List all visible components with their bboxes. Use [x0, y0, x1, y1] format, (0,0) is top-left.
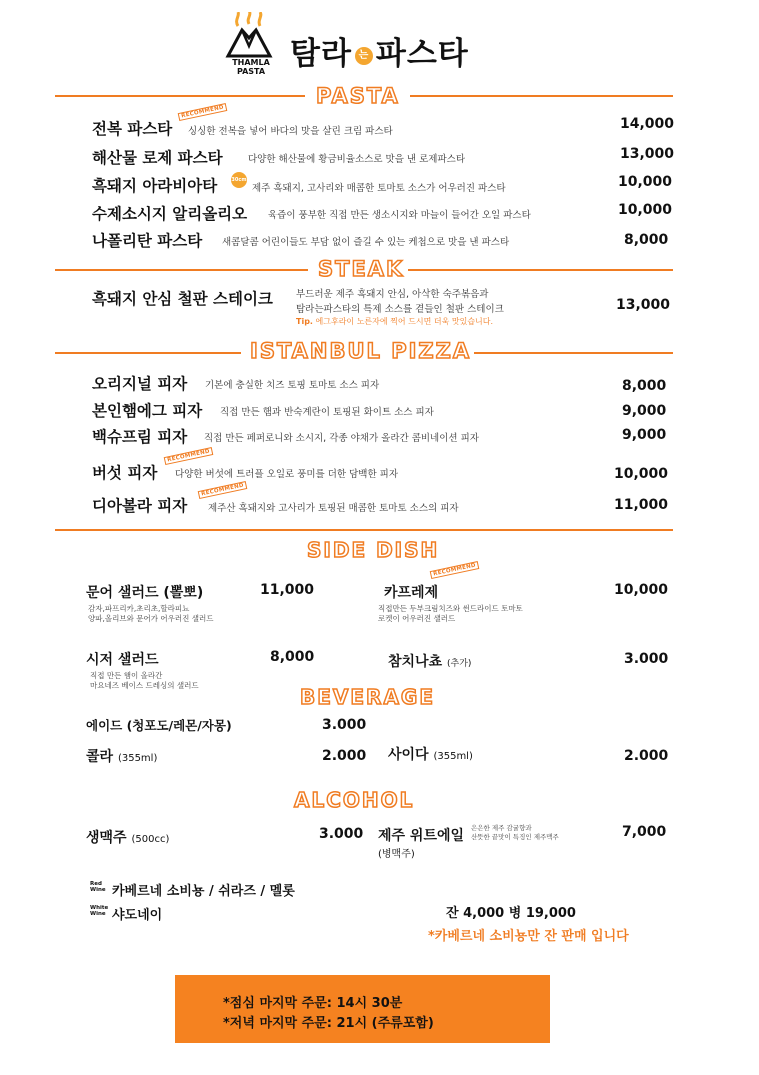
tip-text: 에그후라이 노른자에 찍어 드시면 더욱 맛있습니다. — [315, 317, 494, 326]
brand-title — [290, 28, 469, 73]
item-size: (355ml) — [117, 753, 158, 764]
menu-item-price: 9,000 — [622, 403, 667, 419]
menu-item-desc: 다양한 버섯에 트러플 오일로 풍미를 더한 담백한 피자 — [175, 469, 399, 480]
menu-item-name: 백슈프림 피자 — [92, 428, 188, 446]
recommend-stamp: RECOMMEND — [430, 561, 480, 579]
menu-item-desc: 다양한 해산물에 황금비율소스로 맛을 낸 로제파스타 — [248, 154, 465, 165]
section-title-pasta: PASTA — [316, 84, 400, 108]
side-item-price: 8,000 — [270, 649, 315, 665]
menu-item-price: 13,000 — [616, 297, 671, 313]
red-wine-list: 카베르네 소비뇽 / 쉬라즈 / 멜롯 — [112, 884, 295, 899]
alcohol-price: 3.000 — [319, 826, 364, 842]
section-title-pizza: ISTANBUL PIZZA — [250, 339, 472, 363]
side-item-desc — [378, 604, 523, 624]
alcohol-sub: (병맥주) — [378, 849, 415, 860]
menu-item-desc: 직접 만든 햄과 반숙계란이 토핑된 화이트 소스 피자 — [220, 407, 434, 418]
menu-item-name: 전복 파스타 — [92, 120, 173, 138]
divider — [410, 95, 673, 97]
alcohol-name — [86, 827, 169, 847]
menu-item-desc: 제주 흑돼지, 고사리와 매콤한 토마토 소스가 어우러진 파스타 — [252, 183, 506, 194]
recommend-stamp: RECOMMEND — [178, 103, 228, 121]
tip-label: Tip. — [296, 317, 313, 326]
menu-item-price: 8,000 — [622, 378, 667, 394]
menu-item-name: 흑돼지 아라비아타 — [92, 177, 218, 195]
brand-neun: 는 — [355, 47, 373, 65]
divider — [408, 269, 673, 271]
menu-item-name: 수제소시지 알리올리오 — [92, 205, 248, 223]
menu-item-price: 9,000 — [622, 427, 667, 443]
logo-text — [224, 58, 278, 76]
recommend-stamp: RECOMMEND — [198, 481, 248, 499]
side-item-price: 10,000 — [614, 582, 669, 598]
desc-line: 감자,파프리카,초리초,할라피뇨 — [88, 604, 190, 613]
menu-item-name: 해산물 로제 파스타 — [92, 149, 223, 167]
alcohol-price: 7,000 — [622, 824, 667, 840]
wine-tag-line: Wine — [90, 911, 106, 917]
menu-item-desc: 직접 만든 페퍼로니와 소시지, 각종 야채가 올라간 콤비네이션 피자 — [204, 433, 479, 444]
desc-line: 직접 만든 햄이 올라간 — [90, 671, 163, 680]
side-item-name: 시저 샐러드 — [86, 652, 159, 668]
wine-tag — [90, 881, 106, 893]
white-wine-list: 샤도네이 — [112, 908, 163, 923]
item-size: (355ml) — [433, 751, 473, 762]
beverage-price: 2.000 — [322, 748, 367, 764]
wine-tag-line: Wine — [90, 887, 106, 893]
desc-line: 마요네즈 베이스 드레싱의 샐러드 — [90, 681, 199, 690]
menu-item-name: 오리지널 피자 — [92, 375, 188, 393]
side-item-name — [388, 651, 471, 671]
menu-item-name: 나폴리탄 파스타 — [92, 232, 203, 250]
menu-item-name: 본인햄에그 피자 — [92, 402, 203, 420]
wine-tag-line: Red — [90, 881, 102, 887]
section-title-side: SIDE DISH — [307, 538, 440, 562]
brand-main: 탐라 — [290, 36, 352, 72]
side-item-name: 카프레제 — [384, 585, 439, 601]
item-name: 참치나쵸 — [388, 654, 443, 670]
side-item-price: 3.000 — [624, 651, 669, 667]
menu-item-desc: 제주산 흑돼지와 고사리가 토핑된 매콤한 토마토 소스의 피자 — [208, 503, 459, 514]
dinner-last-order: *저녁 마지막 주문: 21시 (주류포함) — [223, 1016, 434, 1031]
menu-item-name: 버섯 피자 — [92, 464, 158, 482]
side-item-desc — [88, 604, 213, 624]
item-size: (500cc) — [131, 834, 170, 845]
divider — [474, 352, 673, 354]
desc-line: 산뜻한 끝맛이 특징인 제주맥주 — [471, 833, 559, 841]
menu-item-desc: 육즙이 풍부한 직접 만든 생소시지와 마늘이 들어간 오일 파스타 — [268, 210, 531, 221]
menu-item-price: 10,000 — [618, 174, 673, 190]
menu-item-price: 8,000 — [624, 232, 669, 248]
divider — [55, 95, 305, 97]
menu-item-desc: 싱싱한 전복을 넣어 바다의 맛을 살린 크림 파스타 — [188, 126, 393, 137]
section-title-beverage: BEVERAGE — [300, 685, 436, 709]
menu-item-name: 디아볼라 피자 — [92, 497, 188, 515]
menu-item-price: 13,000 — [620, 146, 675, 162]
side-item-price: 11,000 — [260, 582, 315, 598]
menu-item-name: 흑돼지 안심 철판 스테이크 — [92, 290, 273, 308]
size-badge-icon: 30cm — [231, 172, 247, 188]
last-order-box — [175, 975, 550, 1043]
beverage-price: 3.000 — [322, 717, 367, 733]
desc-line: 로켓이 어우러진 샐러드 — [378, 614, 456, 623]
desc-line: 양파,올리브와 문어가 어우러진 샐러드 — [88, 614, 214, 623]
divider — [55, 352, 241, 354]
menu-item-desc: 부드러운 제주 흑돼지 안심, 아삭한 숙주볶음과 — [296, 289, 489, 300]
beverage-name: 에이드 (청포도/레몬/자몽) — [86, 718, 232, 733]
side-item-desc — [90, 671, 199, 691]
item-note: (추가) — [446, 659, 472, 669]
mountain-logo-icon — [222, 12, 276, 62]
menu-item-price: 10,000 — [618, 202, 673, 218]
item-name: 생맥주 — [86, 830, 127, 846]
brand-sub: 파스타 — [375, 36, 469, 72]
side-item-name: 문어 샐러드 (뽈뽀) — [86, 585, 204, 601]
menu-item-price: 14,000 — [620, 116, 675, 132]
menu-item-desc: 기본에 충실한 치즈 토핑 토마토 소스 피자 — [205, 380, 380, 391]
section-title-alcohol: ALCOHOL — [294, 788, 415, 812]
menu-item-price: 11,000 — [614, 497, 669, 513]
menu-item-desc: 새콤달콤 어린이들도 부담 없이 즐길 수 있는 케첩으로 맛을 낸 파스타 — [222, 237, 510, 248]
wine-note: *카베르네 소비뇽만 잔 판매 입니다 — [428, 929, 629, 944]
beverage-name — [388, 744, 473, 764]
recommend-stamp: RECOMMEND — [164, 447, 214, 465]
menu-item-price: 10,000 — [614, 466, 669, 482]
logo-line2: PASTA — [236, 67, 266, 76]
desc-line: 직접만든 두부크림치즈와 썬드라이드 토마토 — [378, 604, 523, 613]
wine-price: 잔 4,000 병 19,000 — [446, 906, 576, 921]
lunch-last-order: *점심 마지막 주문: 14시 30분 — [223, 996, 403, 1011]
logo-line1: THAMLA — [232, 58, 270, 67]
section-title-steak: STEAK — [318, 257, 405, 281]
item-name: 콜라 — [86, 749, 114, 765]
item-name: 사이다 — [388, 747, 429, 763]
wine-tag — [90, 905, 108, 917]
beverage-name — [86, 746, 157, 766]
steak-tip — [296, 316, 493, 327]
menu-item-desc: 탐라는파스타의 특제 소스를 곁들인 철판 스테이크 — [296, 304, 504, 315]
wine-tag-line: White — [90, 905, 109, 911]
alcohol-name: 제주 위트에일 — [378, 828, 465, 844]
desc-line: 은은한 제주 감귤향과 — [471, 824, 532, 832]
alcohol-desc — [471, 824, 559, 842]
beverage-price: 2.000 — [624, 748, 669, 764]
divider — [55, 529, 673, 531]
divider — [55, 269, 308, 271]
